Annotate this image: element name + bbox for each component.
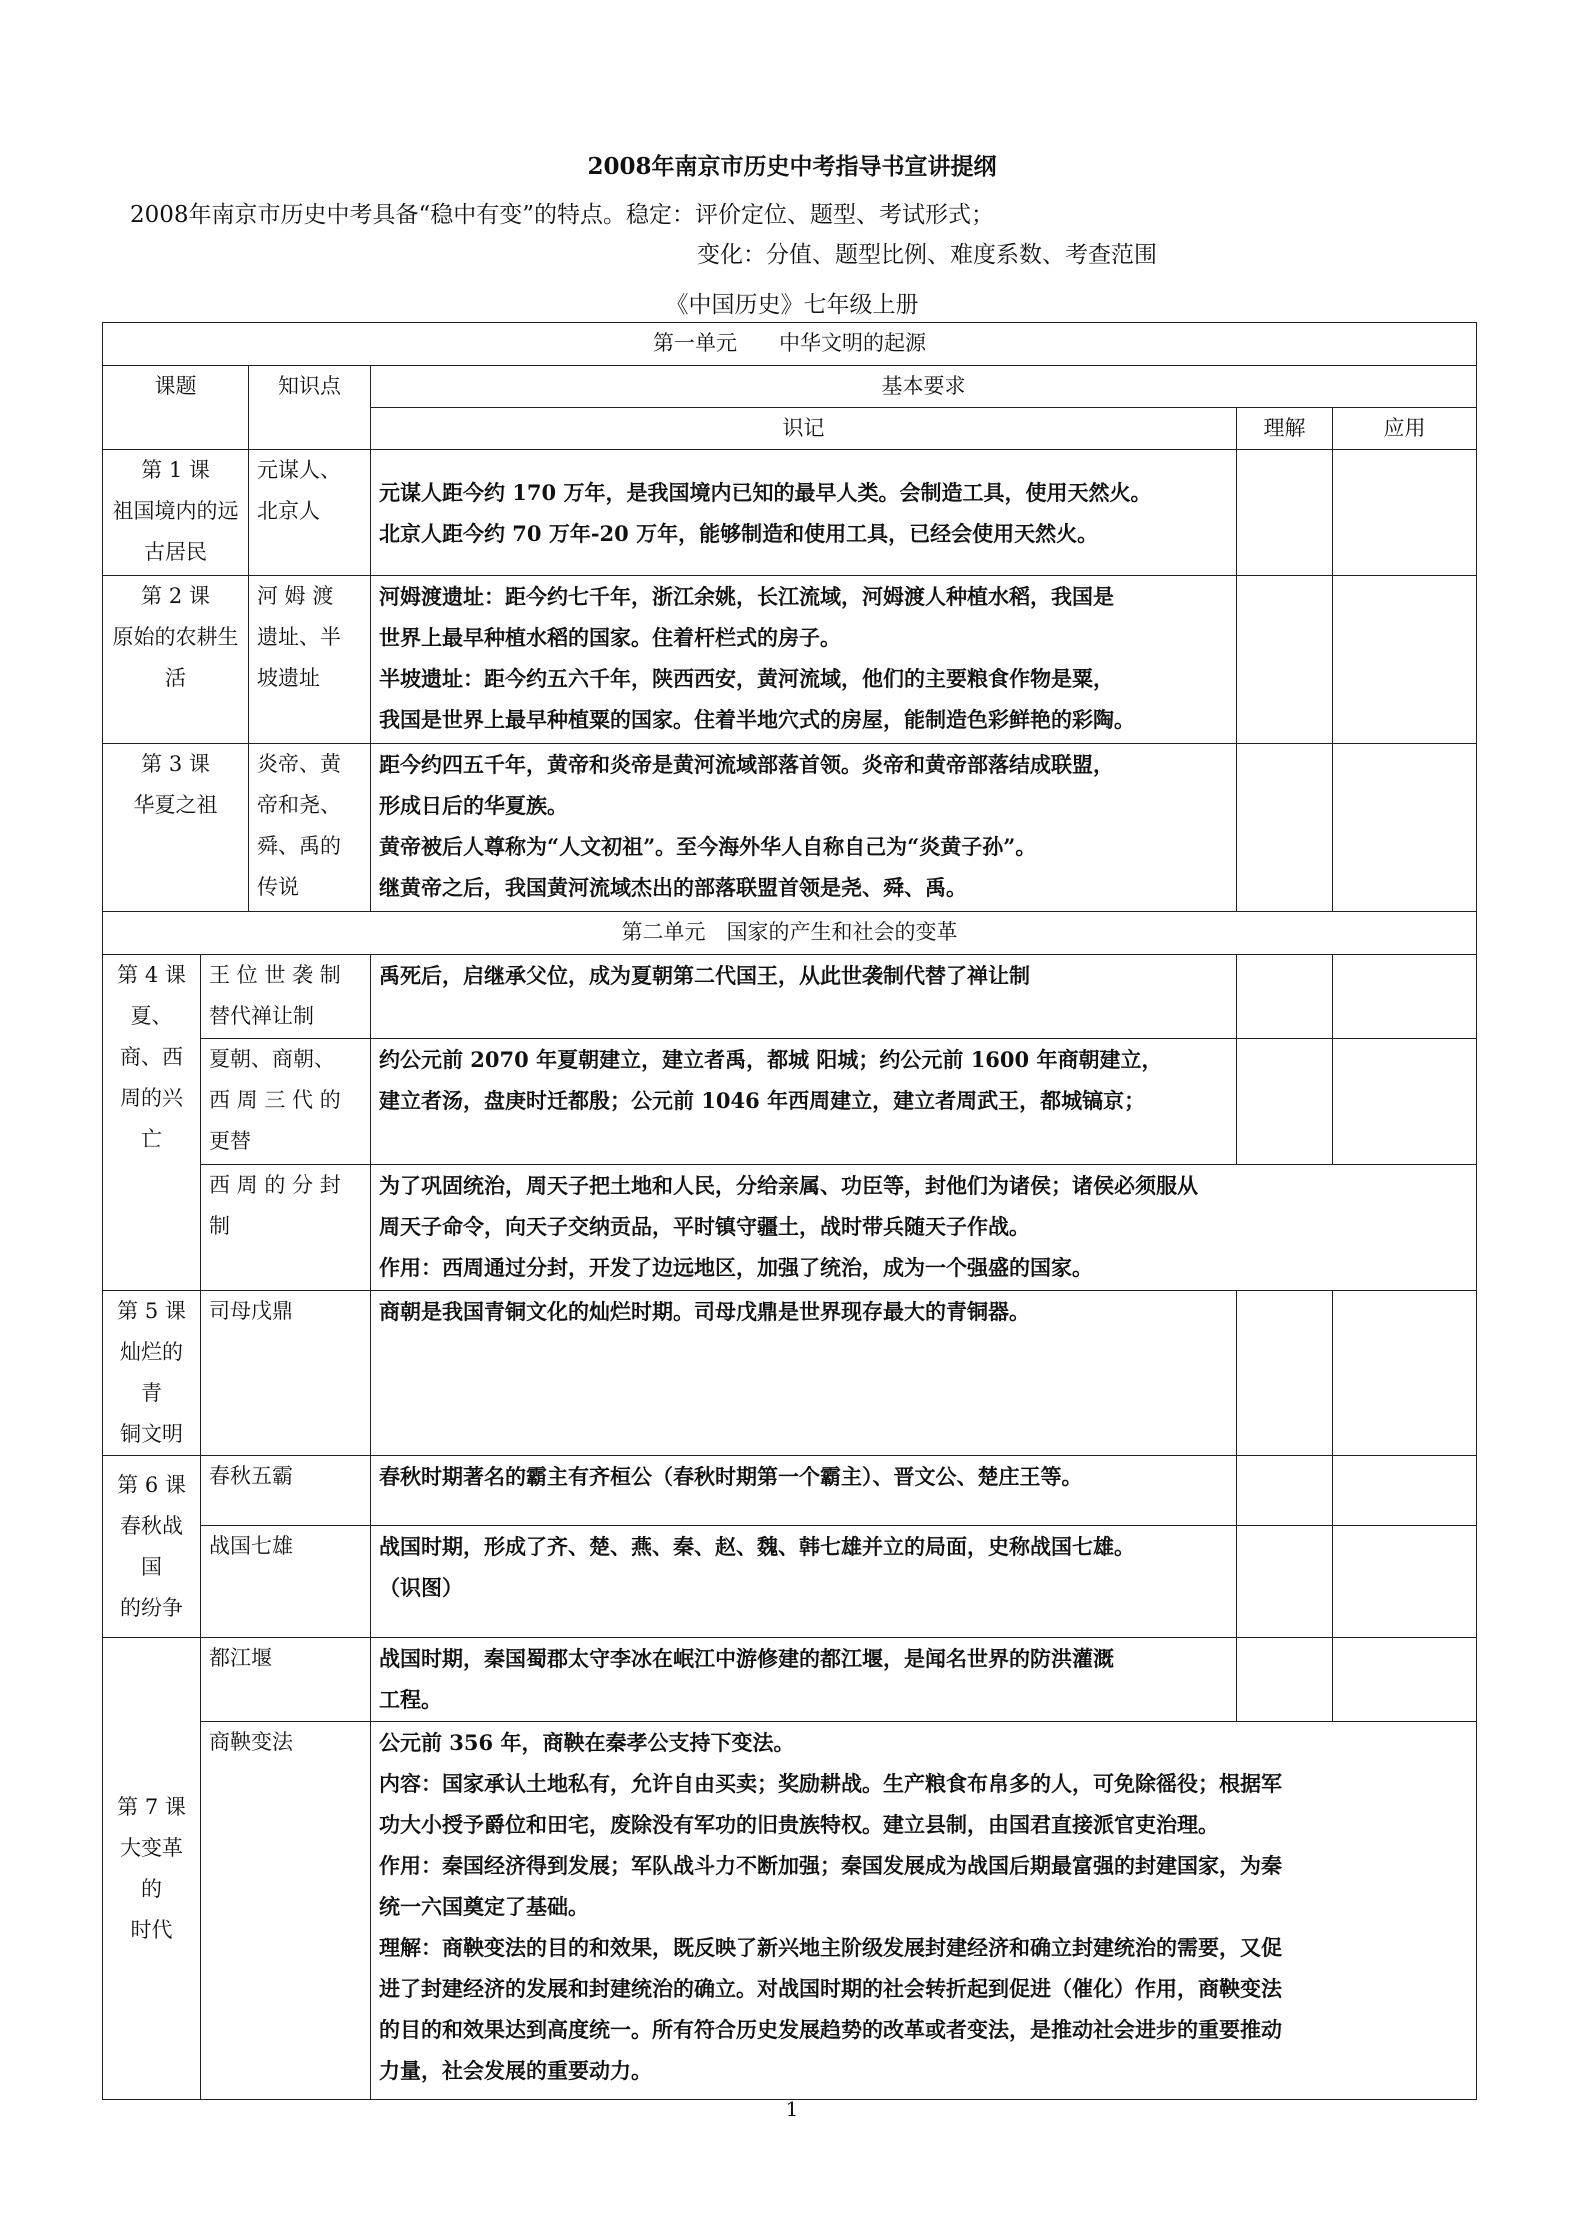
content-line: 黄帝被后人尊称为“人文初祖”。至今海外华人自称自己为“炎黄子孙”。 (379, 834, 1037, 859)
lesson-title-line: 时代 (130, 1917, 173, 1942)
table-row (103, 1039, 1477, 1165)
content-line: 进了封建经济的发展和封建统治的确立。对战国时期的社会转折起到促进（催化）作用，商鞅变法 (379, 1976, 1282, 2001)
table-row (103, 744, 1477, 912)
lesson-title-line: 的纷争 (120, 1595, 183, 1620)
understand-cell (1237, 1291, 1333, 1456)
knowledge-point-cell (201, 1526, 371, 1638)
memorize-cell (371, 576, 1237, 744)
content-line: 形成日后的华夏族。 (379, 793, 568, 818)
apply-cell (1333, 1638, 1477, 1722)
apply-cell (1333, 450, 1477, 576)
lesson-number: 第 2 课 (141, 584, 210, 608)
knowledge-point-cell (201, 955, 371, 1039)
content-line: 内容：国家承认土地私有，允许自由买卖；奖励耕战。生产粮食布帛多的人，可免除徭役；根据军 (379, 1771, 1282, 1796)
table-row (103, 1291, 1477, 1456)
intro-stable: 2008年南京市历史中考具备“稳中有变”的特点。稳定：评价定位、题型、考试形式； (130, 202, 995, 228)
knowledge-point-line: 舜、禹的 (257, 834, 341, 858)
content-line: 继黄帝之后，我国黄河流域杰出的部落联盟首领是尧、舜、禹。 (379, 875, 967, 900)
content-line: 力量，社会发展的重要动力。 (379, 2058, 652, 2083)
content-line: 功大小授予爵位和田宅，废除没有军功的旧贵族特权。建立县制，由国君直接派官吏治理。 (379, 1812, 1219, 1837)
apply-cell (1333, 576, 1477, 744)
knowledge-point-line: 战国七雄 (209, 1534, 293, 1558)
header-memorize: 识记 (371, 408, 1237, 450)
content-line: 河姆渡遗址：距今约七千年，浙江余姚，长江流域，河姆渡人种植水稻，我国是 (379, 584, 1114, 609)
lesson-cell (103, 576, 249, 744)
lesson-cell (103, 450, 249, 576)
content-line: 的目的和效果达到高度统一。所有符合历史发展趋势的改革或者变法，是推动社会进步的重要推动 (379, 2017, 1282, 2042)
knowledge-point-line: 北京人 (257, 499, 320, 523)
apply-cell (1333, 1526, 1477, 1638)
lesson-title-line: 华夏之祖 (133, 793, 218, 817)
lesson-number: 第 6 课 (117, 1472, 186, 1497)
content-line: 世界上最早种植水稻的国家。住着杆栏式的房子。 (379, 625, 841, 650)
memorize-cell (371, 1638, 1237, 1722)
unit-title: 第一单元 中华文明的起源 (103, 323, 1477, 366)
table-row (103, 1456, 1477, 1526)
book-title: 《中国历史》七年级上册 (665, 292, 919, 318)
content-line: 统一六国奠定了基础。 (379, 1894, 589, 1919)
content-line: 作用：秦国经济得到发展；军队战斗力不断加强；秦国发展成为战国后期最富强的封建国家，为秦 (379, 1853, 1282, 1878)
table-row (103, 1638, 1477, 1722)
header-basic-requirements: 基本要求 (371, 366, 1477, 408)
knowledge-point-line: 遗址、半 (257, 625, 341, 649)
header-lesson: 课题 (103, 366, 249, 450)
knowledge-point-line: 王 位 世 袭 制 (209, 963, 341, 987)
apply-cell (1333, 955, 1477, 1039)
knowledge-point-line: 商鞅变法 (209, 1730, 293, 1754)
table-row (103, 1722, 1477, 2100)
content-line: 约公元前 2070 年夏朝建立，建立者禹，都城 阳城；约公元前 1600 年商朝建立， (379, 1047, 1163, 1072)
lesson-title-line: 春秋战国 (120, 1513, 183, 1579)
content-line: 作用：西周通过分封，开发了边远地区，加强了统治，成为一个强盛的国家。 (379, 1255, 1093, 1280)
content-line: 战国时期，形成了齐、楚、燕、秦、赵、魏、韩七雄并立的局面，史称战国七雄。 (379, 1534, 1135, 1559)
apply-cell (1333, 744, 1477, 912)
lesson-title-line: 夏、商、西 (120, 1004, 183, 1069)
content-line: 周天子命令，向天子交纳贡品，平时镇守疆土，战时带兵随天子作战。 (379, 1214, 1030, 1239)
lesson-title-line: 大变革的 (120, 1835, 183, 1901)
knowledge-point-cell (201, 1456, 371, 1526)
knowledge-point-cell (249, 450, 371, 576)
header-knowledge-point: 知识点 (249, 366, 371, 450)
knowledge-point-line: 坡遗址 (257, 666, 320, 690)
page-number: 1 (785, 2097, 799, 2121)
memorize-cell (371, 1456, 1237, 1526)
knowledge-point-line: 司母戊鼎 (209, 1299, 293, 1323)
syllabus-table (102, 322, 1477, 2100)
memorize-cell (371, 1526, 1237, 1638)
content-line: 理解：商鞅变法的目的和效果，既反映了新兴地主阶级发展封建经济和确立封建统治的需要，又促 (379, 1935, 1282, 1960)
lesson-number: 第 5 课 (117, 1299, 186, 1323)
apply-cell (1333, 1039, 1477, 1165)
knowledge-point-cell (249, 744, 371, 912)
understand-cell (1237, 744, 1333, 912)
content-line: 北京人距今约 70 万年-20 万年，能够制造和使用工具，已经会使用天然火。 (379, 520, 1099, 546)
knowledge-point-cell (249, 576, 371, 744)
lesson-number: 第 7 课 (117, 1794, 186, 1819)
content-line: 元谋人距今约 170 万年，是我国境内已知的最早人类。会制造工具，使用天然火。 (379, 479, 1152, 505)
knowledge-point-line: 西 周 三 代 的 (209, 1088, 341, 1112)
memorize-cell (371, 1039, 1237, 1165)
content-line: 距今约四五千年，黄帝和炎帝是黄河流域部落首领。炎帝和黄帝部落结成联盟， (379, 752, 1114, 777)
lesson-title-line: 周的兴亡 (120, 1086, 183, 1151)
understand-cell (1237, 450, 1333, 576)
knowledge-point-line: 传说 (257, 875, 299, 899)
lesson-title-line: 祖国境内的远 (112, 499, 239, 523)
memorize-cell (371, 1291, 1237, 1456)
document-title: 2008年南京市历史中考指导书宣讲提纲 (587, 153, 997, 180)
knowledge-point-cell (201, 1291, 371, 1456)
lesson-title-line: 灿烂的青 (120, 1340, 183, 1405)
table-row (103, 1165, 1477, 1291)
understand-cell (1237, 576, 1333, 744)
content-line: 我国是世界上最早种植粟的国家。住着半地穴式的房屋，能制造色彩鲜艳的彩陶。 (379, 707, 1135, 732)
header-apply: 应用 (1333, 408, 1477, 450)
knowledge-point-line: 都江堰 (209, 1646, 272, 1670)
knowledge-point-line: 元谋人、 (257, 458, 341, 482)
apply-cell (1333, 1291, 1477, 1456)
header-understand: 理解 (1237, 408, 1333, 450)
lesson-title-line: 铜文明 (120, 1422, 183, 1446)
understand-cell (1237, 1638, 1333, 1722)
content-line: 为了巩固统治，周天子把土地和人民，分给亲属、功臣等，封他们为诸侯；诸侯必须服从 (379, 1173, 1198, 1198)
knowledge-point-line: 制 (209, 1214, 230, 1238)
unit-row (103, 912, 1477, 955)
knowledge-point-line: 春秋五霸 (209, 1464, 293, 1488)
unit-row (103, 323, 1477, 366)
understand-cell (1237, 955, 1333, 1039)
lesson-cell (103, 744, 249, 912)
understand-cell (1237, 1456, 1333, 1526)
table-row (103, 450, 1477, 576)
lesson-title-line: 活 (165, 666, 186, 690)
knowledge-point-cell (201, 1165, 371, 1291)
unit-title: 第二单元 国家的产生和社会的变革 (103, 912, 1477, 955)
content-line: 商朝是我国青铜文化的灿烂时期。司母戊鼎是世界现存最大的青铜器。 (379, 1299, 1030, 1324)
column-header-row (103, 366, 1477, 408)
understand-cell (1237, 1039, 1333, 1165)
knowledge-point-line: 西 周 的 分 封 (209, 1173, 341, 1197)
lesson-cell (103, 1456, 201, 1638)
lesson-cell (103, 955, 201, 1291)
knowledge-point-line: 河 姆 渡 (257, 584, 334, 608)
knowledge-point-cell (201, 1722, 371, 2100)
content-line: 建立者汤，盘庚时迁都殷；公元前 1046 年西周建立，建立者周武王，都城镐京； (379, 1088, 1146, 1113)
content-line: 禹死后，启继承父位，成为夏朝第二代国王，从此世袭制代替了禅让制 (379, 963, 1030, 988)
lesson-title-line: 原始的农耕生 (112, 625, 239, 649)
memorize-cell (371, 450, 1237, 576)
table-row (103, 576, 1477, 744)
knowledge-point-line: 夏朝、商朝、 (209, 1047, 335, 1071)
content-line: 公元前 356 年，商鞅在秦孝公支持下变法。 (379, 1730, 795, 1755)
lesson-number: 第 4 课 (117, 963, 186, 987)
content-line: 工程。 (379, 1687, 442, 1712)
lesson-cell (103, 1638, 201, 2100)
lesson-number: 第 3 课 (141, 752, 210, 776)
lesson-number: 第 1 课 (141, 458, 210, 482)
intro-changes: 变化：分值、题型比例、难度系数、考查范围 (697, 242, 1157, 268)
knowledge-point-line: 帝和尧、 (257, 793, 341, 817)
memorize-cell (371, 1165, 1477, 1291)
memorize-cell (371, 955, 1237, 1039)
knowledge-point-cell (201, 1039, 371, 1165)
knowledge-point-cell (201, 1638, 371, 1722)
knowledge-point-line: 更替 (209, 1129, 251, 1153)
lesson-cell (103, 1291, 201, 1456)
content-line: 春秋时期著名的霸主有齐桓公（春秋时期第一个霸主）、晋文公、楚庄王等。 (379, 1464, 1083, 1489)
apply-cell (1333, 1456, 1477, 1526)
understand-cell (1237, 1526, 1333, 1638)
content-line: （识图） (379, 1575, 463, 1600)
table-row (103, 955, 1477, 1039)
memorize-cell (371, 744, 1237, 912)
knowledge-point-line: 替代禅让制 (209, 1004, 314, 1028)
table-row (103, 1526, 1477, 1638)
content-line: 半坡遗址：距今约五六千年，陕西西安，黄河流域，他们的主要粮食作物是粟， (379, 666, 1114, 691)
memorize-cell (371, 1722, 1477, 2100)
lesson-title-line: 古居民 (144, 540, 207, 564)
knowledge-point-line: 炎帝、黄 (257, 752, 341, 776)
content-line: 战国时期，秦国蜀郡太守李冰在岷江中游修建的都江堰，是闻名世界的防洪灌溉 (379, 1646, 1114, 1671)
